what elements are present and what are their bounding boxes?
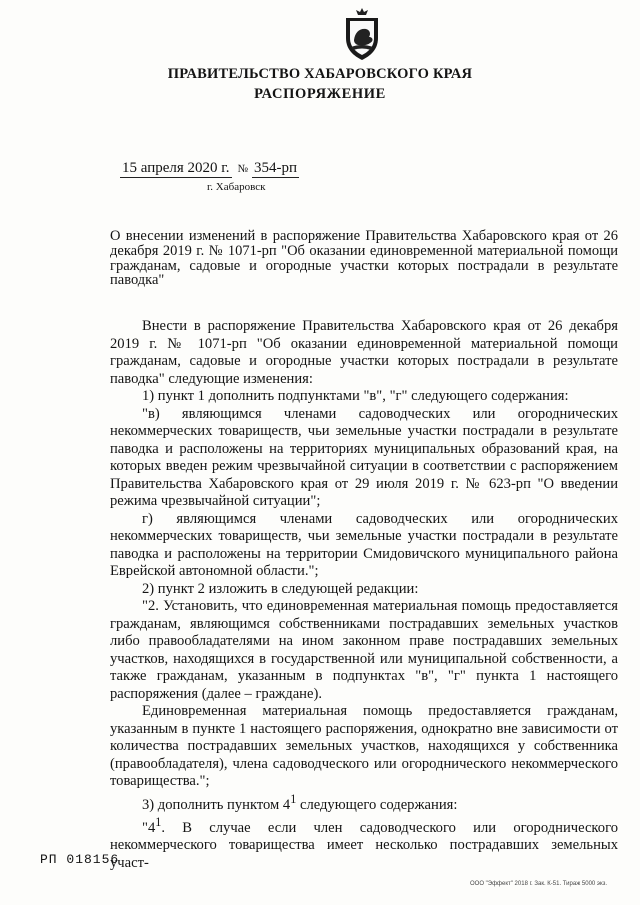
superscript: 1: [155, 814, 162, 829]
city-of-issue: г. Хабаровск: [207, 181, 266, 193]
date-number-line: [120, 160, 299, 178]
body-paragraph: [110, 814, 618, 872]
body-paragraph: Внести в распоряжение Правительства Хабаровского края от 26 декабря 2019 г. № 1071-рп "Об оказании единовременной материальной помощи гражданам, садовые и огородные участки которых пострадали в результате паводка" следующие изменения:: [110, 318, 618, 387]
body-paragraph: Единовременная материальная помощь предоставляется гражданам, указанным в пункте 1 настоящего распоряжения, однократно вне зависимости от количества пострадавших земельных участков, находящихся у собственника (правообладателя), члена садоводческого или огороднического некоммерческого товарищества.";: [110, 703, 618, 789]
body-paragraph: г) являющимся членами садоводческих или огороднических некоммерческих товариществ, чьи земельные участки пострадали в результате паводка и расположены на территории Смидовичского муниципального района Еврейской автономной области.";: [110, 510, 618, 579]
document-body: [110, 318, 618, 872]
serial-number: РП 018156: [40, 852, 120, 867]
organization-title: ПРАВИТЕЛЬСТВО ХАБАРОВСКОГО КРАЯ: [167, 66, 473, 82]
body-paragraph: [110, 791, 618, 814]
body-paragraph: "в) являющимся членами садоводческих или огороднических некоммерческих товариществ, чьи земельные участки пострадали в результате паводка и расположены на территориях муниципальных образований края, на которых введен режим чрезвычайной ситуации в соответствии с распоряжением Правительства Хабаровского края от 29 июля 2019 г. № 623-рп "О введении режима чрезвычайной ситуации";: [110, 405, 618, 509]
document-type-title: РАСПОРЯЖЕНИЕ: [254, 86, 386, 102]
printer-imprint: ООО "Эффект" 2018 г. Зак. К-51. Тираж 5000 экз.: [470, 881, 608, 887]
body-text: "4: [142, 819, 156, 836]
body-text: 3) дополнить пунктом 4: [142, 796, 291, 813]
body-paragraph: "2. Установить, что единовременная материальная помощь предоставляется гражданам, являющимся собственниками пострадавших земельных участков либо правообладателями на ином законном праве пострадавших земельных участков, находящихся в государственной или муниципальной собственности, а также гражданам, указанным в подпунктах "в", "г" пункта 1 настоящего распоряжения (далее – граждане).: [110, 598, 618, 702]
body-text: . В случае если член садоводческого или огороднического некоммерческого товарищества имеет несколько пострадавших земельных участ-: [110, 819, 618, 871]
document-number: 354-рп: [254, 160, 298, 176]
body-paragraph: 2) пункт 2 изложить в следующей редакции:: [142, 580, 419, 597]
number-label: №: [237, 163, 248, 175]
body-text: следующего содержания:: [296, 796, 458, 813]
superscript: 1: [290, 791, 297, 806]
document-subject: О внесении изменений в распоряжение Правительства Хабаровского края от 26 декабря 2019 г. № 1071-рп "Об оказании единовременной материальной помощи гражданам, садовые и огородные участки которых пострадали в результате паводка": [110, 228, 618, 289]
coat-of-arms-icon: [340, 6, 384, 62]
body-paragraph: 1) пункт 1 дополнить подпунктами "в", "г" следующего содержания:: [142, 388, 569, 404]
document-date: 15 апреля 2020 г.: [122, 160, 230, 176]
